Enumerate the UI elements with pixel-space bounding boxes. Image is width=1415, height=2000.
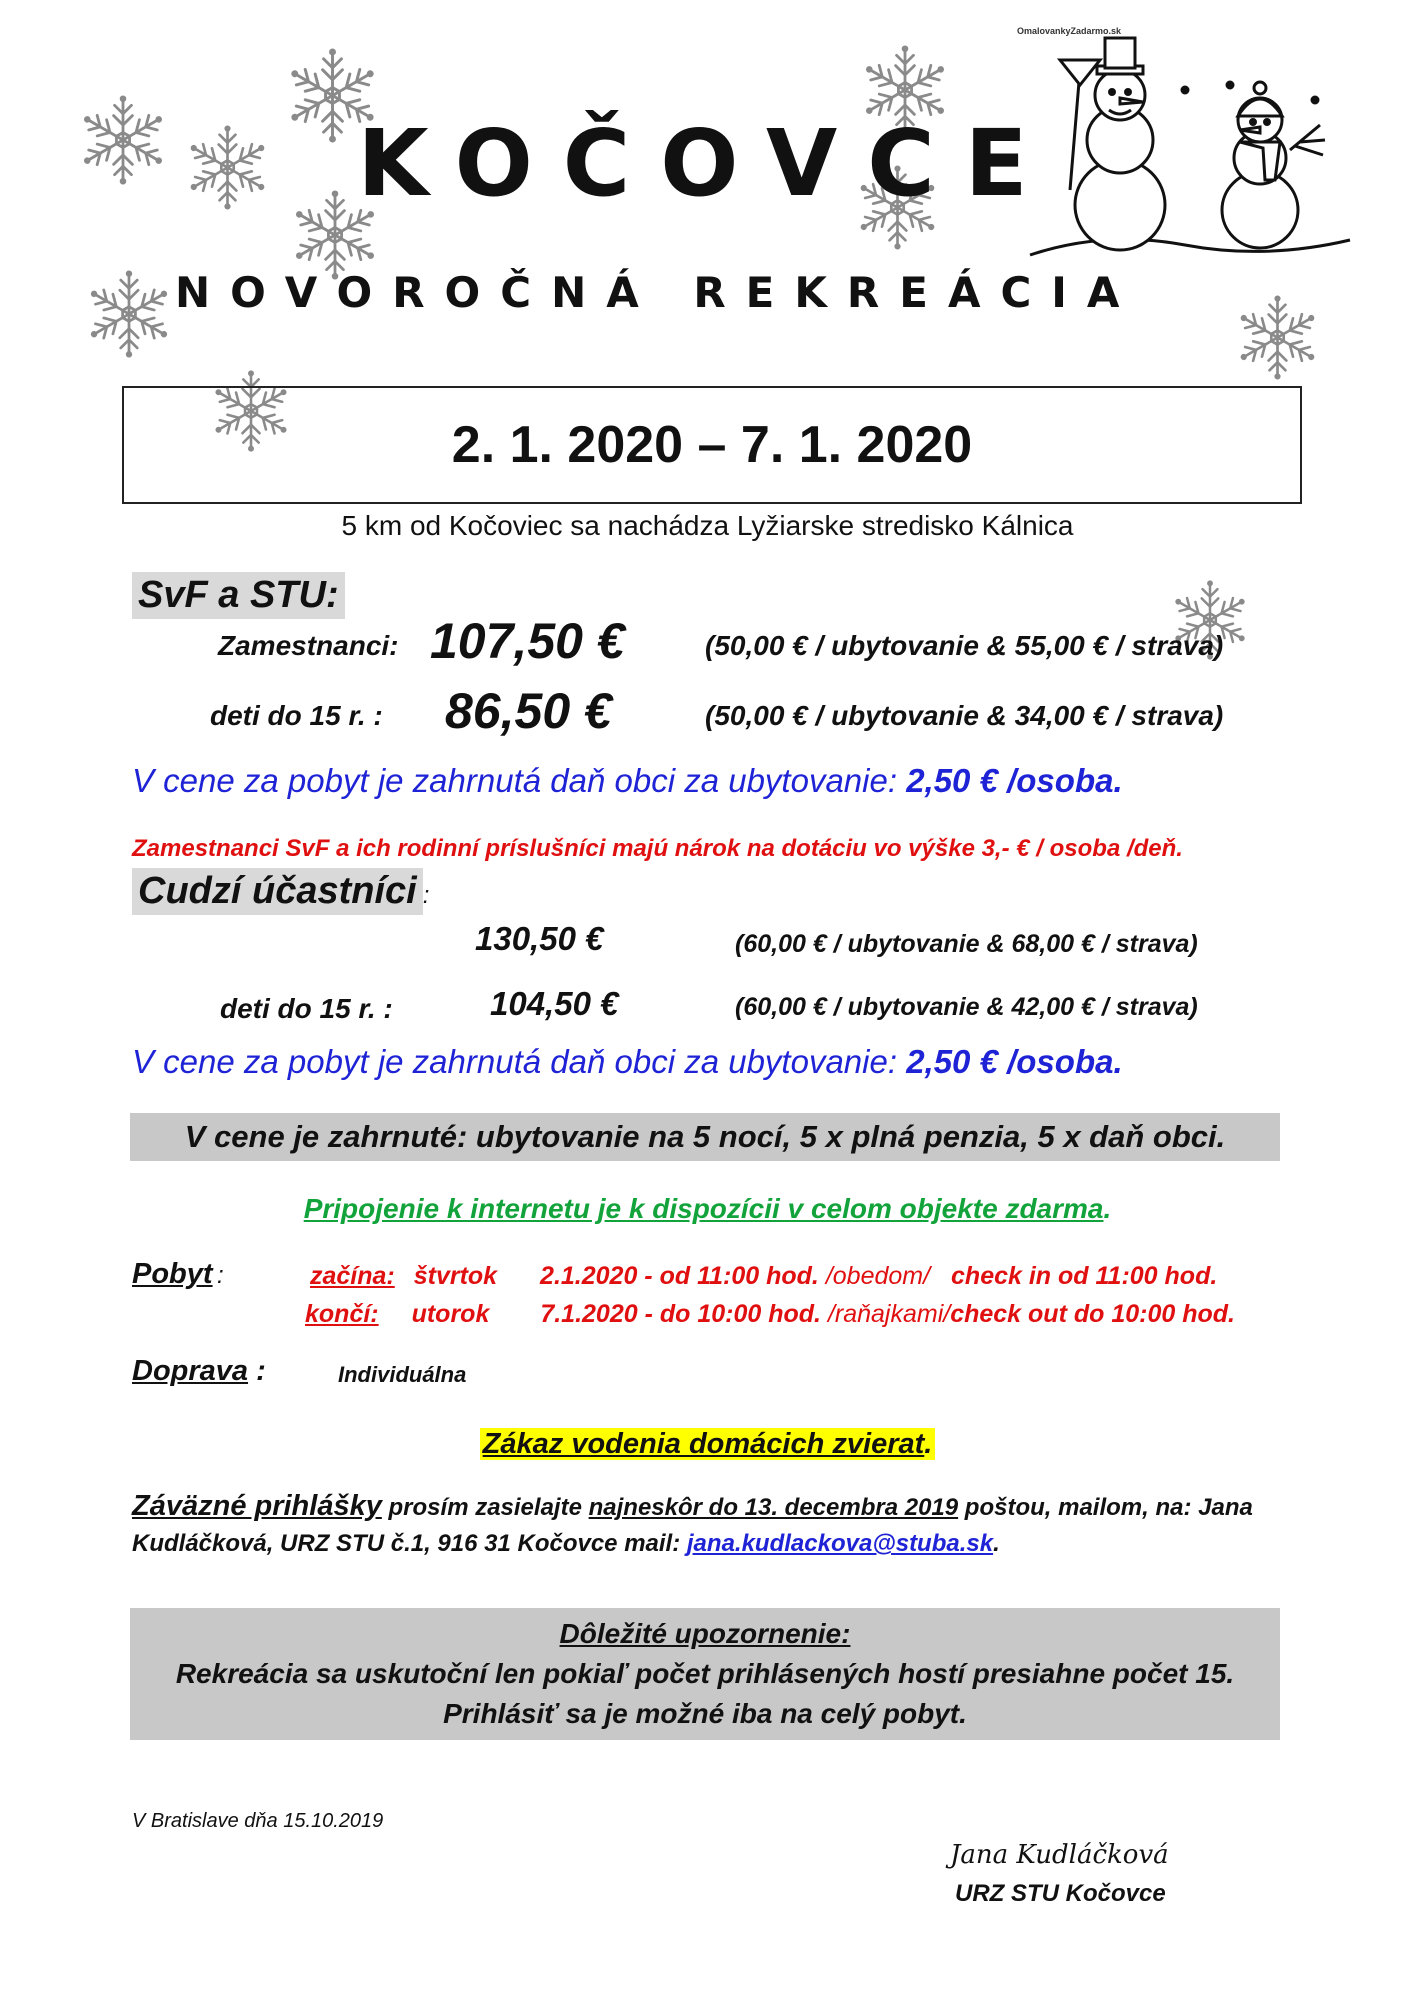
start-meal: /obedom/	[825, 1262, 931, 1290]
registration-text2: poštou, mailom, na: Jana	[958, 1494, 1253, 1521]
registration-lead: Záväzné prihlášky	[132, 1490, 382, 1522]
registration-address: Kudláčková, URZ STU č.1, 916 31 Kočovce mail:	[132, 1530, 687, 1557]
end-check: check out do 10:00 hod.	[950, 1300, 1235, 1328]
row-label: deti do 15 r. :	[220, 993, 393, 1024]
foreign-row-children	[220, 993, 393, 1025]
notice-line1: Rekreácia sa uskutoční len pokiaľ počet prihlásených hostí presiahne počet 15.	[175, 1658, 1235, 1689]
foreign-detail-children	[735, 993, 1198, 1022]
svf-price-employees	[430, 612, 625, 670]
price-breakdown: (60,00 € / ubytovanie & 68,00 € / strava)	[735, 930, 1198, 958]
pets-text: Zákaz vodenia domácich zvierat	[482, 1428, 925, 1460]
row-label: deti do 15 r. :	[210, 700, 383, 731]
transport-value	[338, 1362, 466, 1388]
svf-price-children	[445, 682, 612, 740]
svf-row-children	[210, 700, 383, 732]
transport-label: Doprava	[132, 1355, 249, 1387]
end-meal: /raňajkami/	[827, 1300, 951, 1328]
price-breakdown: (50,00 € / ubytovanie & 34,00 € / strava)	[705, 700, 1224, 731]
signature: Jana Kudláčková	[950, 1840, 1169, 1870]
svf-tax-note	[132, 762, 1123, 800]
place-date: V Bratislave dňa 15.10.2019	[132, 1810, 384, 1832]
tax-value: 2,50 € /osoba.	[906, 1043, 1123, 1080]
registration-line2	[132, 1530, 1000, 1558]
end-day: utorok	[411, 1300, 490, 1328]
snowflake-icon	[85, 270, 173, 358]
svf-detail-children	[705, 700, 1223, 732]
stay-label	[132, 1258, 224, 1291]
price-breakdown: (60,00 € / ubytovanie & 42,00 € / strava)	[735, 993, 1198, 1021]
end-label: končí:	[305, 1300, 379, 1328]
price-value: 130,50 €	[475, 920, 604, 957]
price-value: 104,50 €	[490, 985, 619, 1022]
internet-note: Pripojenie k internetu je k dispozícii v celom objekte zdarma.	[303, 1193, 1112, 1224]
foreign-price-children	[490, 985, 618, 1023]
price-value: 107,50 €	[430, 613, 625, 669]
internet-text: Pripojenie k internetu je k dispozícii v celom objekte zdarma	[303, 1193, 1104, 1224]
transport-value-text: Individuálna	[338, 1362, 467, 1387]
heading-suffix: :	[422, 882, 430, 909]
distance-note: 5 km od Kočoviec sa nachádza Lyžiarske stredisko Kálnica	[341, 510, 1074, 541]
svf-row-employees	[218, 630, 399, 662]
registration-end: .	[993, 1530, 1000, 1557]
registration-email-link[interactable]: jana.kudlackova@stuba.sk	[686, 1530, 994, 1557]
svf-detail-employees	[705, 630, 1223, 662]
clipart-credit: OmalovankyZadarmo.sk	[1017, 26, 1122, 36]
page-title: KOČOVCE	[357, 110, 1058, 217]
date-range-box: 2. 1. 2020 – 7. 1. 2020	[122, 386, 1302, 504]
svf-section-heading	[132, 572, 345, 619]
tax-text: V cene za pobyt je zahrnutá daň obci za ubytovanie:	[132, 1043, 898, 1080]
foreign-heading-label: Cudzí účastníci	[132, 868, 423, 915]
notice-line2: Prihlásiť sa je možné iba na celý pobyt.	[443, 1698, 967, 1729]
stay-start-row	[310, 1262, 1217, 1291]
start-label: začína:	[310, 1262, 395, 1290]
start-day: štvrtok	[413, 1262, 498, 1290]
snowflake-icon	[1235, 295, 1320, 380]
subsidy-note: Zamestnanci SvF a ich rodinní príslušníci majú nárok na dotáciu vo výške 3,- € / osoba /deň.	[132, 835, 1183, 862]
foreign-detail-adults	[735, 930, 1198, 959]
price-breakdown: (50,00 € / ubytovanie & 55,00 € / strava)	[705, 630, 1224, 661]
end-detail: 7.1.2020 - do 10:00 hod.	[540, 1300, 821, 1328]
transport-label-suffix: :	[248, 1355, 266, 1387]
row-label: Zamestnanci:	[218, 630, 399, 661]
notice-heading: Dôležité upozornenie:	[559, 1618, 851, 1649]
tax-value: 2,50 € /osoba.	[906, 762, 1123, 799]
registration-line1	[132, 1490, 1253, 1523]
foreign-tax-note	[132, 1043, 1123, 1081]
stay-label-text: Pobyt	[132, 1258, 213, 1290]
foreign-price-adults	[475, 920, 603, 958]
tax-text: V cene za pobyt je zahrnutá daň obci za ubytovanie:	[132, 762, 898, 799]
foreign-section-heading	[132, 868, 429, 915]
svf-heading-label: SvF a STU:	[132, 572, 345, 619]
transport-row	[132, 1355, 266, 1388]
start-check: check in od 11:00 hod.	[951, 1262, 1218, 1290]
start-detail: 2.1.2020 - od 11:00 hod.	[540, 1262, 819, 1290]
registration-text1: prosím zasielajte	[381, 1494, 589, 1521]
price-value: 86,50 €	[445, 683, 612, 739]
registration-deadline: najneskôr do 13. decembra 2019	[588, 1494, 959, 1521]
page-subtitle: NOVOROČNÁ REKREÁCIA	[175, 268, 1140, 317]
notice-box	[130, 1608, 1280, 1740]
pets-note: Zákaz vodenia domácich zvierat.	[0, 1428, 1415, 1461]
signature-org: URZ STU Kočovce	[955, 1880, 1166, 1907]
stay-end-row	[305, 1300, 1235, 1329]
included-banner: V cene je zahrnuté: ubytovanie na 5 nocí, 5 x plná penzia, 5 x daň obci.	[130, 1113, 1280, 1161]
stay-label-suffix: :	[217, 1262, 224, 1289]
